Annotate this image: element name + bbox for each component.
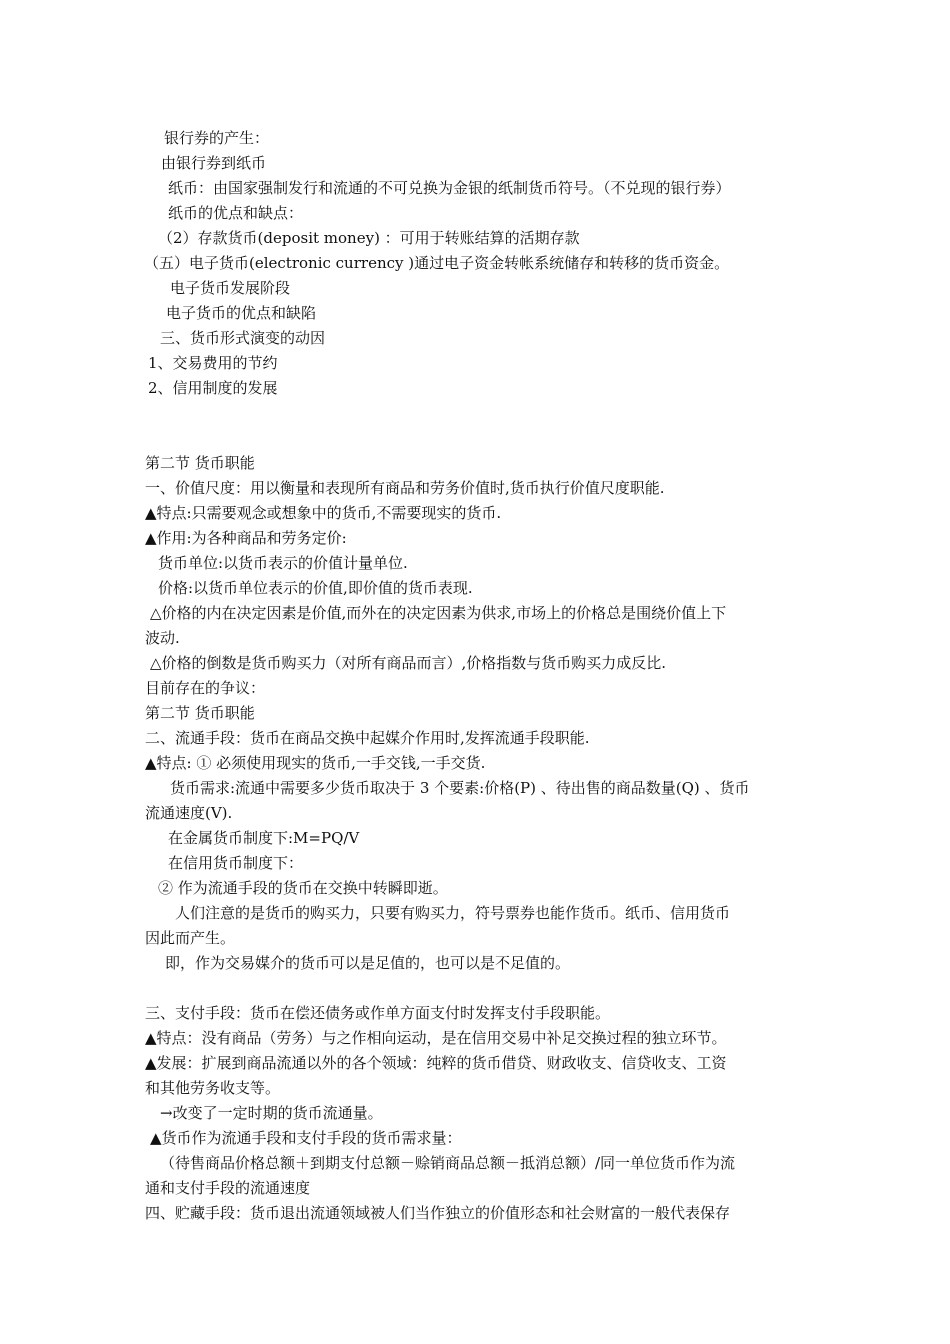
text-line: ▲作用:为各种商品和劳务定价: — [145, 529, 347, 547]
text-line: 三、货币形式演变的动因 — [160, 329, 326, 347]
text-line: 电子货币发展阶段 — [170, 279, 291, 297]
text-line: 流通速度(V). — [145, 804, 233, 822]
text-line: 货币单位:以货币表示的价值计量单位. — [158, 554, 408, 572]
text-line: 在金属货币制度下:M=PQ/V — [168, 829, 360, 847]
text-line: 一、价值尺度：用以衡量和表现所有商品和劳务价值时,货币执行价值尺度职能. — [145, 479, 665, 497]
text-line: 三、支付手段：货币在偿还债务或作单方面支付时发挥支付手段职能。 — [145, 1004, 611, 1022]
text-line: 即，作为交易媒介的货币可以是足值的，也可以是不足值的。 — [165, 954, 571, 972]
text-line: 和其他劳务收支等。 — [145, 1079, 281, 1097]
text-line: 在信用货币制度下： — [168, 854, 304, 872]
text-line: （2）存款货币(deposit money) ：可用于转账结算的活期存款 — [158, 229, 580, 247]
section-heading: 第二节 货币职能 — [145, 454, 255, 472]
text-line: 通和支付手段的流通速度 — [145, 1179, 311, 1197]
text-line: 由银行券到纸币 — [161, 154, 267, 172]
text-line: 价格:以货币单位表示的价值,即价值的货币表现. — [158, 579, 473, 597]
text-line: ▲特点: ① 必须使用现实的货币,一手交钱,一手交货. — [145, 754, 486, 772]
text-line: （五）电子货币(electronic currency )通过电子资金转帐系统储存和转移的货币资金。 — [144, 254, 730, 272]
text-line: ▲货币作为流通手段和支付手段的货币需求量： — [150, 1129, 462, 1147]
text-line: 四、贮藏手段：货币退出流通领域被人们当作独立的价值形态和社会财富的一般代表保存 — [145, 1204, 731, 1222]
text-line: 目前存在的争议： — [145, 679, 266, 697]
text-line: ② 作为流通手段的货币在交换中转瞬即逝。 — [158, 879, 448, 897]
text-line: ▲特点:只需要观念或想象中的货币,不需要现实的货币. — [145, 504, 502, 522]
text-line: 波动. — [145, 629, 180, 647]
section-heading: 第二节 货币职能 — [145, 704, 255, 722]
text-line: 2、信用制度的发展 — [148, 379, 278, 397]
text-line: 纸币的优点和缺点： — [168, 204, 304, 222]
text-line: 人们注意的是货币的购买力，只要有购买力，符号票券也能作货币。纸币、信用货币 — [175, 904, 731, 922]
text-line: 银行券的产生： — [164, 129, 270, 147]
text-line: 电子货币的优点和缺陷 — [166, 304, 317, 322]
text-line: ▲特点：没有商品（劳务）与之作相向运动，是在信用交易中补足交换过程的独立环节。 — [145, 1029, 727, 1047]
text-line: 二、流通手段：货币在商品交换中起媒介作用时,发挥流通手段职能. — [145, 729, 590, 747]
text-line: 纸币：由国家强制发行和流通的不可兑换为金银的纸制货币符号。（不兑现的银行券） — [168, 179, 731, 197]
text-line: ▲发展：扩展到商品流通以外的各个领域：纯粹的货币借贷、财政收支、信贷收支、工资 — [145, 1054, 727, 1072]
text-line: △价格的倒数是货币购买力（对所有商品而言）,价格指数与货币购买力成反比. — [150, 654, 667, 672]
text-line: 货币需求:流通中需要多少货币取决于 3 个要素:价格(P) 、待出售的商品数量(Q) 、货币 — [170, 779, 750, 797]
text-line: △价格的内在决定因素是价值,而外在的决定因素为供求,市场上的价格总是围绕价值上下 — [150, 604, 727, 622]
text-line: →改变了一定时期的货币流通量。 — [160, 1104, 383, 1122]
text-line: 1、交易费用的节约 — [148, 354, 278, 372]
text-line: 因此而产生。 — [145, 929, 236, 947]
text-line: （待售商品价格总额＋到期支付总额－赊销商品总额－抵消总额）/同一单位货币作为流 — [160, 1154, 736, 1172]
